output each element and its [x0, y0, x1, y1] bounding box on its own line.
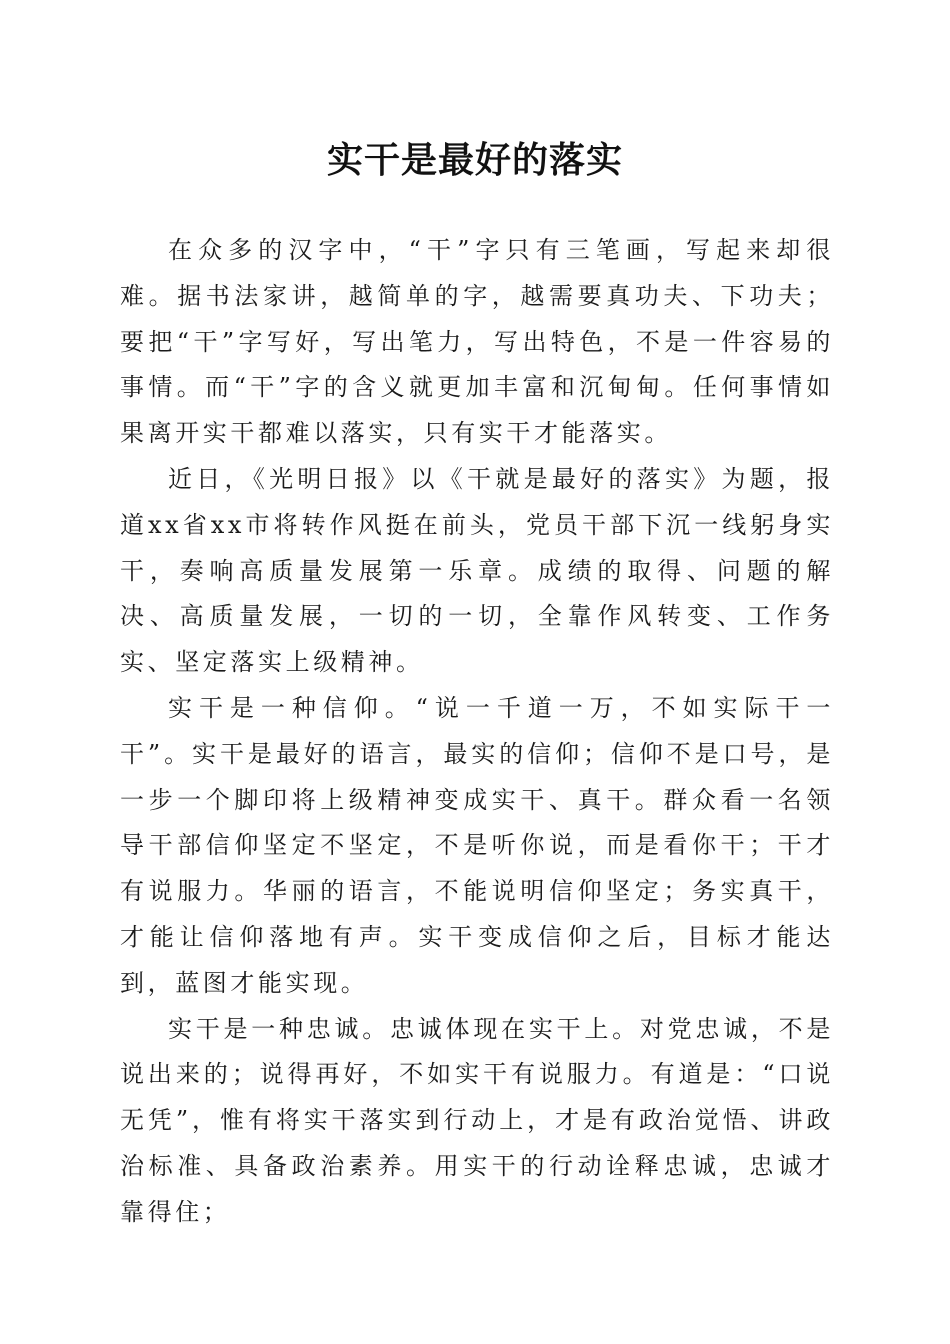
document-body [120, 228, 834, 1236]
document-title: 实干是最好的落实 [326, 139, 623, 181]
paragraph-4: 实干是一种忠诚。忠诚体现在实干上。对党忠诚，不是说出来的；说得再好，不如实干有说服力。有道是：“口说无凭”，惟有将实干落实到行动上，才是有政治觉悟、讲政治标准、具备政治素养。用实干的行动诠释忠诚，忠诚才靠得住； [120, 1014, 834, 1226]
paragraph-1: 在众多的汉字中，“干”字只有三笔画，写起来却很难。据书法家讲，越简单的字，越需要真功夫、下功夫；要把“干”字写好，写出笔力，写出特色，不是一件容易的事情。而“干”字的含义就更加丰富和沉甸甸。任何事情如果离开实干都难以落实，只有实干才能落实。 [120, 236, 834, 448]
paragraph-3: 实干是一种信仰。“说一千道一万，不如实际干一干”。实干是最好的语言，最实的信仰；信仰不是口号，是一步一个脚印将上级精神变成实干、真干。群众看一名领导干部信仰坚定不坚定，不是听你说，而是看你干；干才有说服力。华丽的语言，不能说明信仰坚定；务实真干，才能让信仰落地有声。实干变成信仰之后，目标才能达到，蓝图才能实现。 [120, 693, 834, 997]
paragraph-2: 近日，《光明日报》以《干就是最好的落实》为题，报道xx省xx市将转作风挺在前头，党员干部下沉一线躬身实干，奏响高质量发展第一乐章。成绩的取得、问题的解决、高质量发展，一切的一切，全靠作风转变、工作务实、坚定落实上级精神。 [120, 464, 834, 677]
